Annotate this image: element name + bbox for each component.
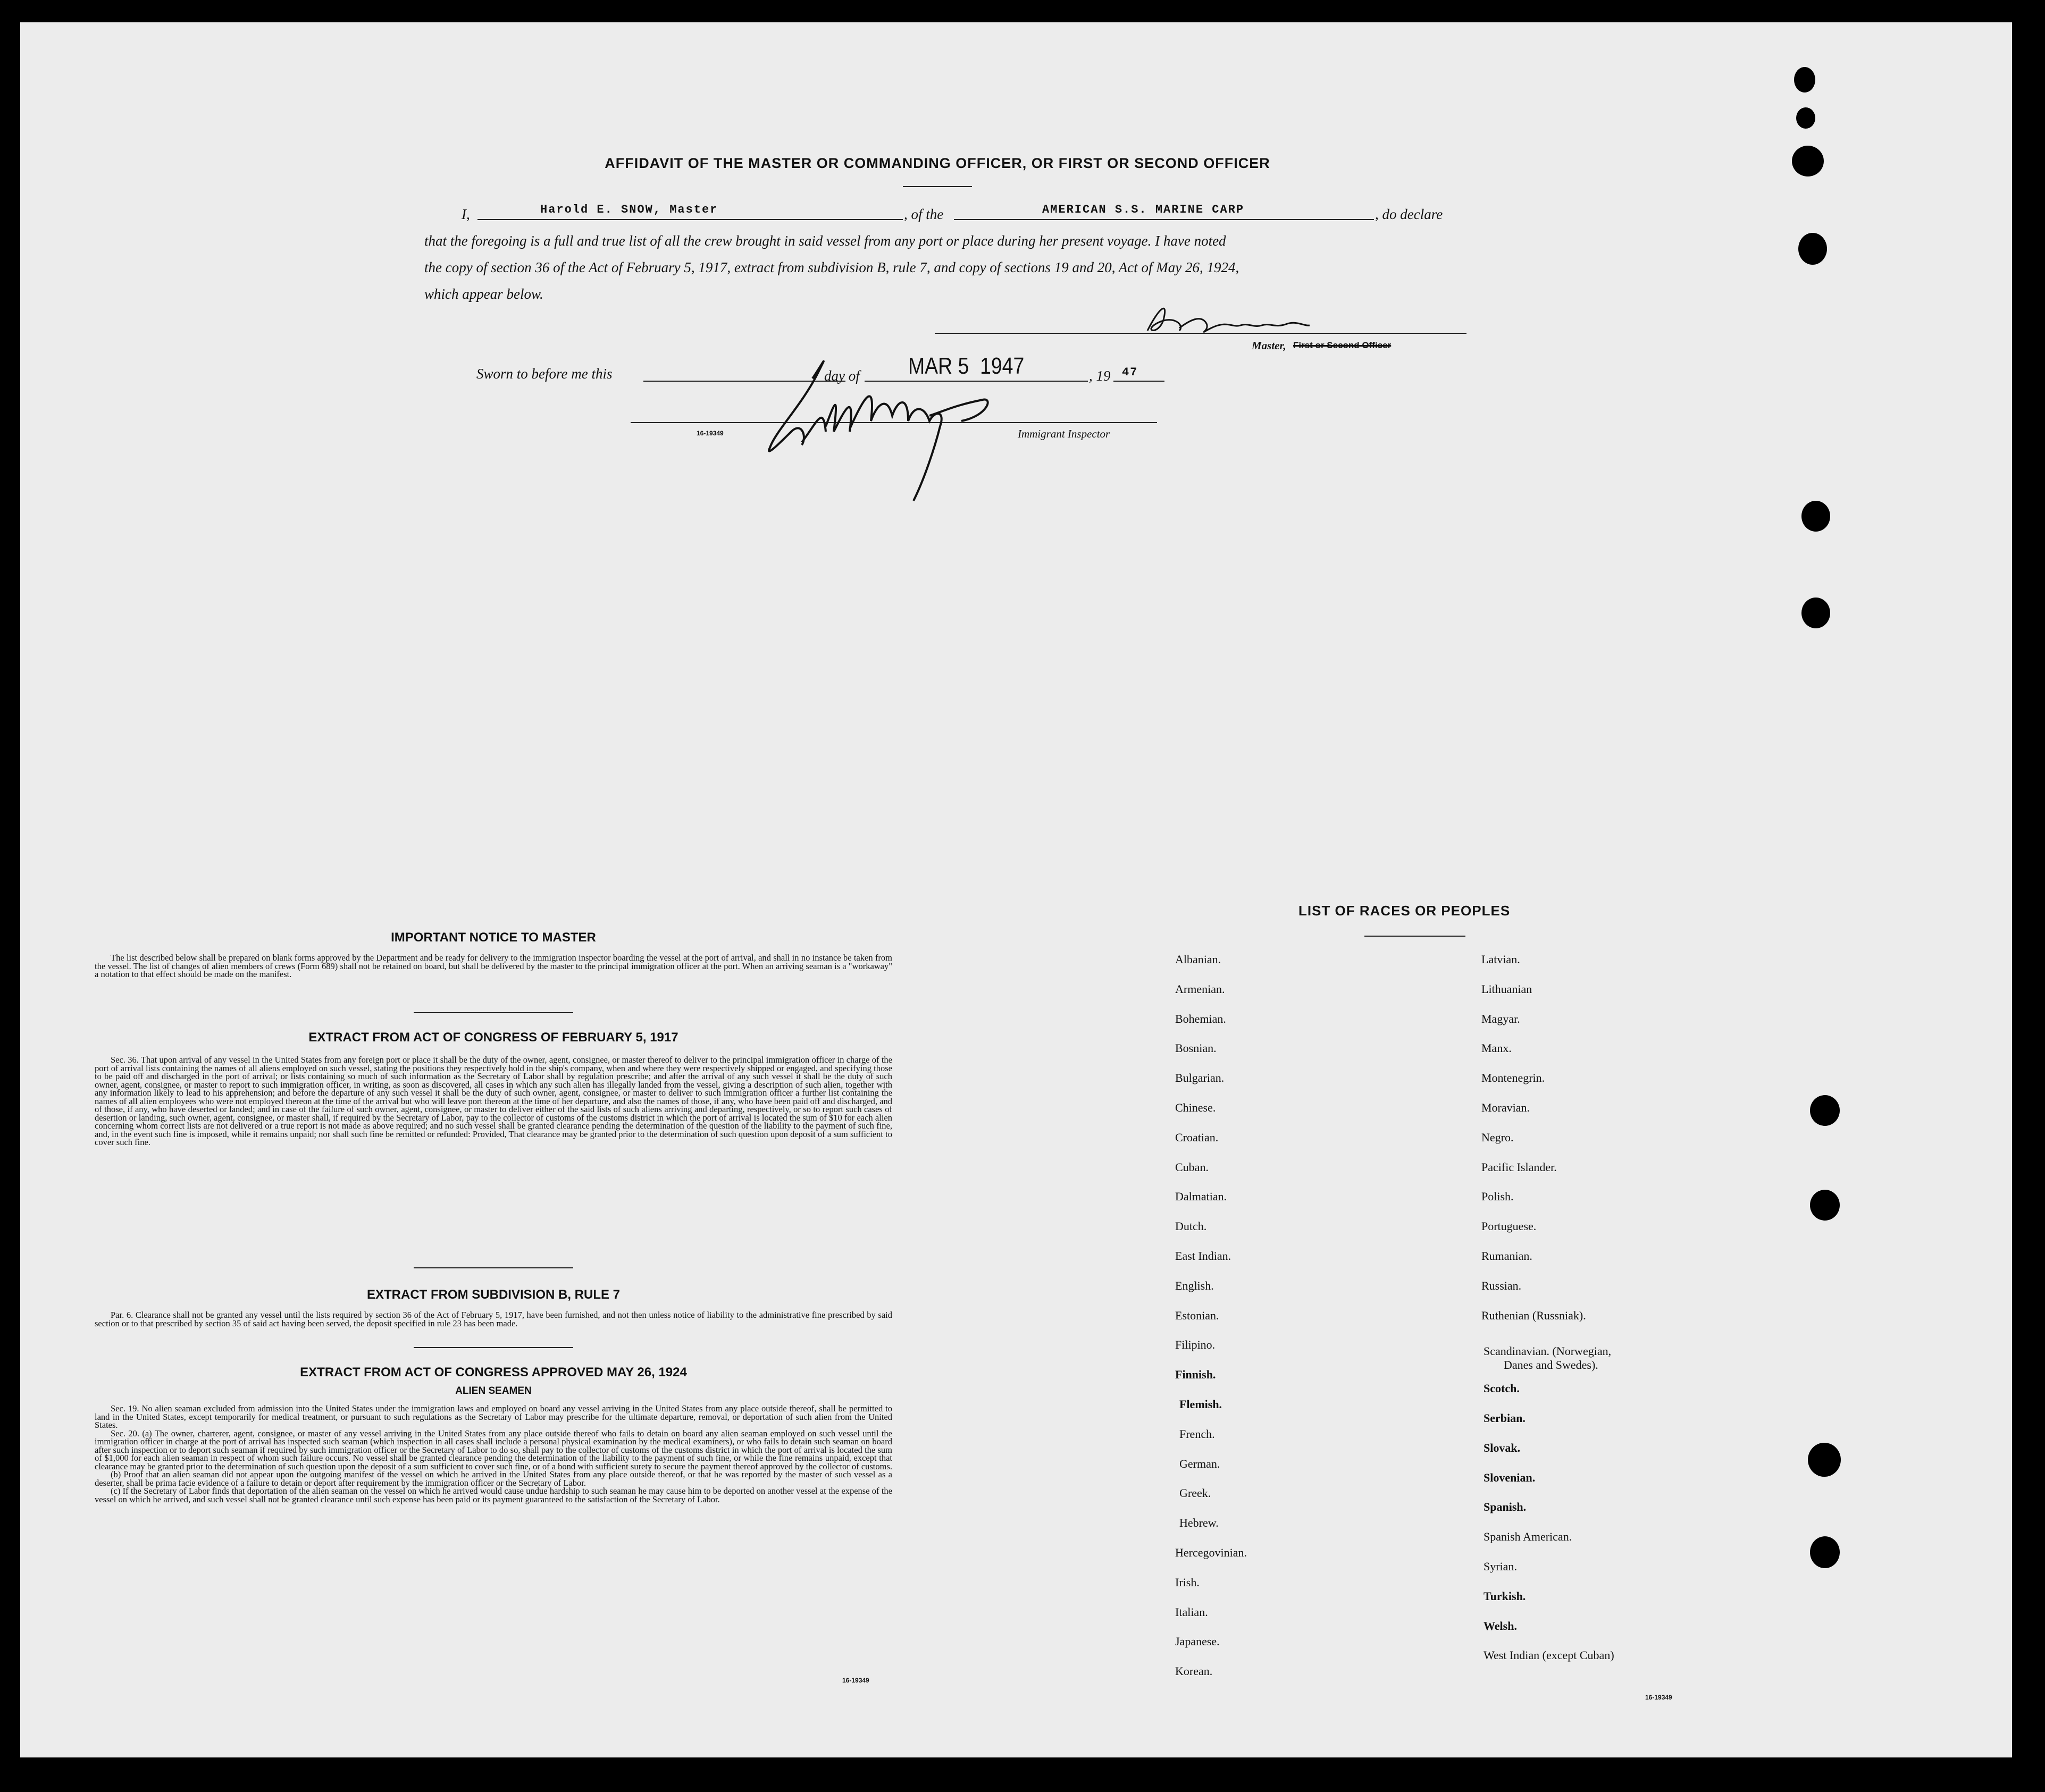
document-page <box>20 22 2012 1757</box>
race-item-right: Scotch. <box>1484 1382 1520 1395</box>
punch-hole <box>1808 1443 1841 1477</box>
race-item-right: Scandinavian. (Norwegian, <box>1484 1344 1612 1358</box>
affidavit-line-1: that the foregoing is a full and true list of all the crew brought in said vessel from any port or place during her present voyage. I have noted <box>424 233 1226 249</box>
rule7-text: Par. 6. Clearance shall not be granted any vessel until the lists required by section 36 of the Act of February 5, 1917, have been furnished, and not then unless notice of liability to the administrative fine prescribed by said section or to that prescribed by section 35 of said act having been served, the deposit specified in rule 23 has been made. <box>95 1310 892 1328</box>
affidavit-form-number: 16-19349 <box>697 430 724 437</box>
year-field-value: 47 <box>1122 366 1138 379</box>
notice-title: IMPORTANT NOTICE TO MASTER <box>391 930 596 945</box>
affidavit-title: AFFIDAVIT OF THE MASTER OR COMMANDING OFFICER, OR FIRST OR SECOND OFFICER <box>605 155 1270 171</box>
races-title: LIST OF RACES OR PEOPLES <box>1298 903 1511 919</box>
race-item-right: Montenegrin. <box>1481 1071 1545 1085</box>
race-item-left: Irish. <box>1175 1575 1200 1589</box>
race-item-right: Negro. <box>1481 1130 1514 1144</box>
race-item-right: Serbian. <box>1484 1411 1526 1425</box>
alien-seamen-subtitle: ALIEN SEAMEN <box>455 1385 532 1396</box>
race-item-left: East Indian. <box>1175 1249 1231 1263</box>
separator <box>414 1012 573 1013</box>
affidavit-prefix: I, <box>462 206 470 222</box>
race-item-left: Greek. <box>1179 1486 1211 1500</box>
do-declare-label: , do declare <box>1375 206 1443 222</box>
year-field-line <box>1113 381 1164 382</box>
race-item-right: Rumanian. <box>1481 1249 1532 1263</box>
name-field-line <box>477 219 903 220</box>
race-item-left: Dutch. <box>1175 1219 1207 1233</box>
race-item-right: Russian. <box>1481 1278 1522 1292</box>
date-stamp: MAR 5 1947 <box>908 353 1025 379</box>
race-item-right: Slovenian. <box>1484 1470 1536 1484</box>
race-item-right: Portuguese. <box>1481 1219 1537 1233</box>
extract-1917-text: Sec. 36. That upon arrival of any vessel in the United States from any foreign port or place it shall be the duty of the owner, agent, consignee, or master thereof to deliver to the principal immigration officer in charge of the port of arrival lists containing the names of all aliens employed on such vessel, stating the positions they respectively hold in the ship's company, when and where they were respectively shipped or engaged, and specifying those to be paid off and discharged in the port of arrival; or lists containing so much of such information as the Secretary of Labor shall by regulation prescribe; and after the arrival of any such vessel it shall be the duty of such owner, agent, consignee, or master to report to such immigration officer, in writing, as soon as discovered, all cases in which any such alien has illegally landed from the vessel, giving a description of such alien, together with any information likely to lead to his apprehension; and before the departure of any such vessel it shall be the duty of such owner, agent, consignee, or master to deliver to such immigration officer a further list containing the names of all alien employees who were not employed thereon at the time of the arrival but who will leave port thereon at the time of her departure, and also the names of those, if any, who have been paid off and discharged, and of those, if any, who have deserted or landed; and in case of the failure of such owner, agent, consignee, or master to deliver either of the said lists of such aliens arriving and departing, respectively, or so to report such cases of desertion or landing, such owner, agent, consignee, or master shall, if required by the Secretary of Labor, pay to the collector of customs of the customs district in which the port of arrival is located the sum of $10 for each alien concerning whom correct lists are not delivered or a true report is not made as above required; and no such vessel shall be granted clearance pending the determination of the question of the liability to the payment of such fine, and, in the event such fine is imposed, while it remains unpaid; nor shall such fine be remitted or refunded: Provided, That clearance may be granted prior to the determination of such question upon deposit of a sum sufficient to cover such fine. <box>95 1055 892 1147</box>
race-item-left: Flemish. <box>1179 1398 1222 1411</box>
race-item-right: Ruthenian (Russniak). <box>1481 1308 1586 1322</box>
punch-hole <box>1794 67 1815 92</box>
officer-struck-label: First or Second Officer <box>1293 340 1392 350</box>
vessel-field-line <box>954 219 1374 220</box>
rule7-title: EXTRACT FROM SUBDIVISION B, RULE 7 <box>366 1288 621 1302</box>
race-item-left: Armenian. <box>1175 982 1225 996</box>
extract-1924-body <box>95 1404 892 1503</box>
extract-1924-title: EXTRACT FROM ACT OF CONGRESS APPROVED MAY 26, 1924 <box>300 1365 687 1379</box>
race-item-right: West Indian (except Cuban) <box>1484 1648 1614 1662</box>
race-item-right: Danes and Swedes). <box>1504 1358 1598 1372</box>
inspector-label: Immigrant Inspector <box>1018 427 1110 440</box>
race-item-left: Filipino. <box>1175 1338 1216 1352</box>
race-item-right: Moravian. <box>1481 1101 1530 1114</box>
races-title-rule <box>1364 936 1465 937</box>
day-of-label: day of <box>824 368 860 384</box>
race-item-right: Spanish American. <box>1484 1530 1572 1544</box>
race-item-left: Hercegovinian. <box>1175 1546 1247 1559</box>
races-form-number: 16-19349 <box>1645 1694 1672 1701</box>
title-rule <box>903 186 972 187</box>
race-item-left: Albanian. <box>1175 953 1221 966</box>
separator <box>414 1347 573 1348</box>
punch-hole <box>1801 501 1830 532</box>
race-item-left: Bulgarian. <box>1175 1071 1225 1085</box>
race-item-left: German. <box>1179 1457 1220 1470</box>
affidavit-line-3: which appear below. <box>424 286 543 302</box>
sec-19-text: Sec. 19. No alien seaman excluded from admission into the United States under the immigration laws and employed on board any vessel arriving in the United States from any place outside thereof, shall be permitted to land in the United States, except temporarily for medical treatment, or pursuant to such regulations as the Secretary of Labor may prescribe for the ultimate departure, removal, or deportation of such alien from the United States. <box>95 1403 892 1430</box>
race-item-left: Japanese. <box>1175 1635 1220 1648</box>
extract-1917-body <box>95 1056 892 1147</box>
sec-20a-text: Sec. 20. (a) The owner, charterer, agent, consignee, or master of any vessel arriving in the United States from any place outside thereof who fails to detain on board any alien seaman employed on such vessel until the immigration officer in charge at the port of arrival has inspected such seaman (which inspection in all cases shall include a personal physical examination by the medical examiners), or who fails to detain such seaman on board after such inspection or to deport such seaman if required by such immigration officer or the Secretary of Labor to do so, shall pay to the collector of customs of the customs district in which the port of arrival is located the sum of $1,000 for each alien seaman in respect of whom such failure occurs. No vessel shall be granted clearance pending the determination of the liability to the payment of such fine, or while the fine remains unpaid, except that clearance may be granted prior to the determination of such question upon the deposit of a sum sufficient to cover such fine, or of a bond with sufficient surety to secure the payment thereof approved by the collector of customs. <box>95 1428 892 1471</box>
master-signature <box>1126 299 1318 341</box>
race-item-left: Korean. <box>1175 1664 1213 1678</box>
extract-1917-title: EXTRACT FROM ACT OF CONGRESS OF FEBRUARY 5, 1917 <box>308 1030 678 1045</box>
punch-hole <box>1798 233 1827 265</box>
race-item-right: Welsh. <box>1484 1619 1517 1633</box>
race-item-left: Estonian. <box>1175 1308 1219 1322</box>
affidavit-line-2: the copy of section 36 of the Act of February 5, 1917, extract from subdivision B, rule 7, and copy of sections 19 and 20, Act of May 26, 1924, <box>424 259 1239 275</box>
race-item-right: Manx. <box>1481 1041 1512 1055</box>
sec-20b-text: (b) Proof that an alien seaman did not appear upon the outgoing manifest of the vessel on which he arrived in the United States from any place outside thereof, or that he was reported by the master of such vessel as a deserter, shall be prima facie evidence of a failure to detain or deport after requirement by the immigration officer or the Secretary of Labor. <box>95 1469 892 1488</box>
punch-hole <box>1801 598 1830 628</box>
race-item-right: Spanish. <box>1484 1500 1527 1514</box>
vessel-field-value: AMERICAN S.S. MARINE CARP <box>1042 203 1245 216</box>
notice-text: The list described below shall be prepared on blank forms approved by the Department and be ready for delivery to the immigration inspector boarding the vessel at the port of arrival, and shall in no instance be taken from the vessel. The list of changes of alien members of crews (Form 689) shall not be retained on board, but shall be delivered by the master to the principal immigration officer at the port. When an arriving seaman is a "workaway" a notation to that effect should be made on the manifest. <box>95 953 892 979</box>
of-the-label: , of the <box>904 206 944 222</box>
race-item-left: Bohemian. <box>1175 1012 1226 1025</box>
race-item-right: Pacific Islander. <box>1481 1160 1557 1174</box>
notice-body <box>95 954 892 979</box>
race-item-left: Italian. <box>1175 1605 1208 1619</box>
race-item-right: Slovak. <box>1484 1441 1521 1454</box>
race-item-left: Finnish. <box>1175 1368 1216 1382</box>
master-label: Master, <box>1252 339 1286 352</box>
punch-hole <box>1810 1190 1840 1221</box>
sec-20c-text: (c) If the Secretary of Labor finds that deportation of the alien seaman on the vessel on which he arrived would cause undue hardship to such seaman he may cause him to be deported on another vessel at the expense of the vessel on which he arrived, and such vessel shall not be granted clearance until such expense has been paid or its payment guaranteed to the satisfaction of the Secretary of Labor. <box>95 1486 892 1504</box>
punch-hole <box>1810 1095 1840 1126</box>
race-item-left: English. <box>1175 1278 1214 1292</box>
punch-hole <box>1796 107 1815 129</box>
race-item-right: Lithuanian <box>1481 982 1532 996</box>
rule7-body <box>95 1311 892 1327</box>
inspector-signature <box>733 341 1073 511</box>
race-item-left: Chinese. <box>1175 1101 1216 1114</box>
race-item-left: French. <box>1179 1427 1215 1441</box>
separator <box>414 1267 573 1268</box>
race-item-left: Hebrew. <box>1179 1516 1219 1530</box>
race-item-left: Croatian. <box>1175 1130 1219 1144</box>
race-item-right: Polish. <box>1481 1190 1514 1204</box>
name-field-value: Harold E. SNOW, Master <box>540 203 718 216</box>
punch-hole <box>1810 1536 1840 1568</box>
race-item-right: Turkish. <box>1484 1589 1526 1603</box>
notice-form-number: 16-19349 <box>842 1677 869 1684</box>
race-item-right: Syrian. <box>1484 1560 1517 1573</box>
race-item-left: Cuban. <box>1175 1160 1209 1174</box>
race-item-left: Dalmatian. <box>1175 1190 1227 1204</box>
race-item-right: Latvian. <box>1481 953 1520 966</box>
race-item-right: Magyar. <box>1481 1012 1520 1025</box>
race-item-left: Bosnian. <box>1175 1041 1217 1055</box>
year-prefix: , 19 <box>1089 368 1111 384</box>
sworn-label: Sworn to before me this <box>476 366 613 382</box>
